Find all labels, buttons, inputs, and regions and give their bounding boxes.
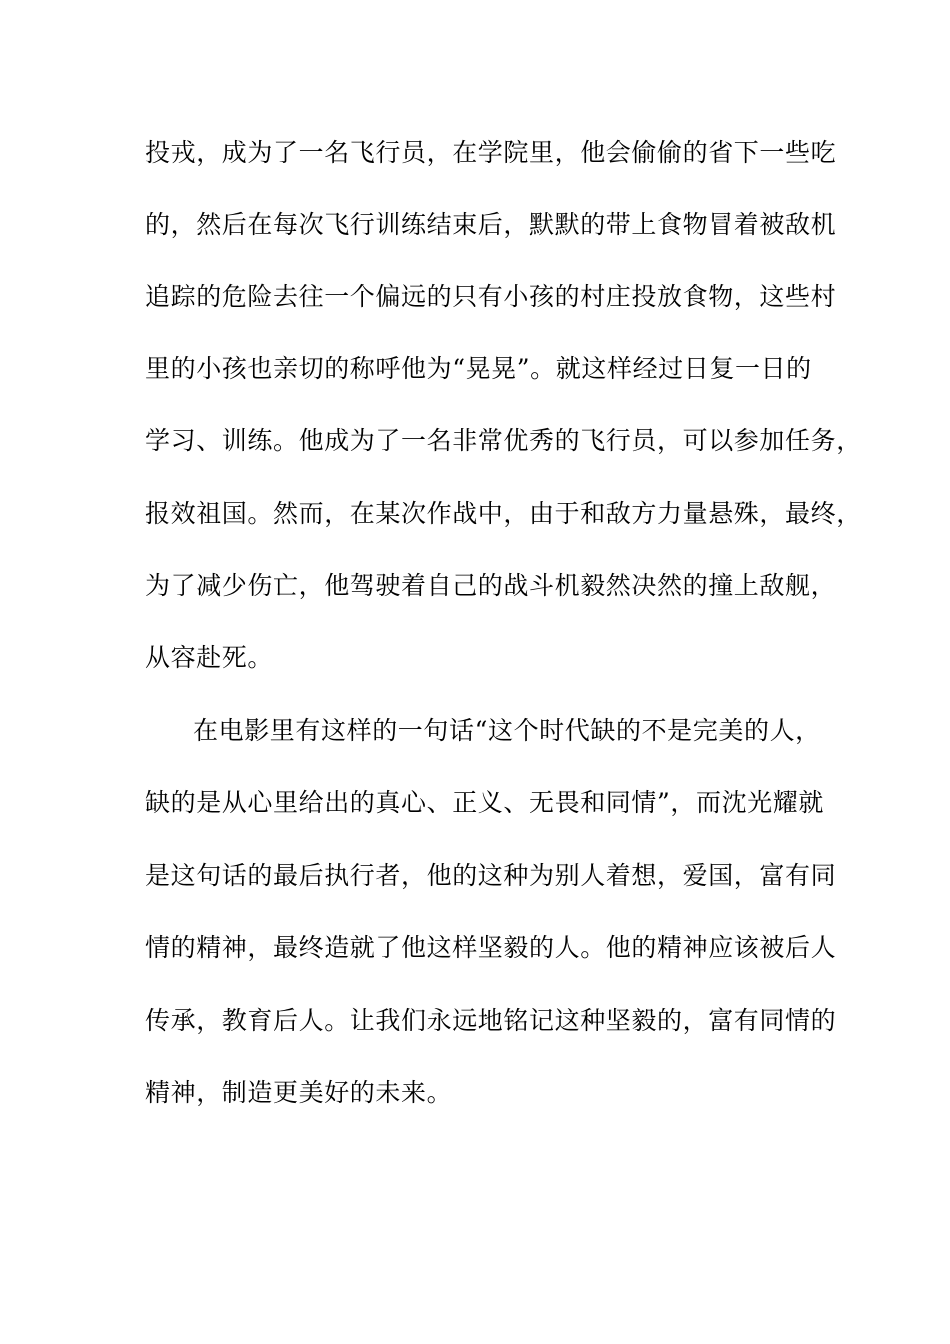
paragraph-1-line: 的，然后在每次飞行训练结束后，默默的带上食物冒着被敌机 (145, 210, 837, 239)
paragraph-1-line: 投戎，成为了一名飞行员，在学院里，他会偷偷的省下一些吃 (145, 138, 837, 167)
paragraph-2-line: 精神，制造更美好的未来。 (145, 1078, 453, 1107)
paragraph-2-line: 在电影里有这样的一句话“这个时代缺的不是完美的人， (193, 716, 821, 745)
paragraph-1-line: 从容赴死。 (145, 643, 274, 672)
paragraph-2-line: 传承，教育后人。让我们永远地铭记这种坚毅的，富有同情的 (145, 1006, 837, 1035)
paragraph-2-line: 情的精神，最终造就了他这样坚毅的人。他的精神应该被后人 (145, 933, 837, 962)
paragraph-1-line: 学习、训练。他成为了一名非常优秀的飞行员，可以参加任务， (145, 426, 862, 455)
paragraph-1-line: 追踪的危险去往一个偏远的只有小孩的村庄投放食物，这些村 (145, 282, 837, 311)
paragraph-2-line: 缺的是从心里给出的真心、正义、无畏和同情”，而沈光耀就 (145, 788, 824, 817)
paragraph-1-line: 为了减少伤亡，他驾驶着自己的战斗机毅然决然的撞上敌舰， (145, 571, 837, 600)
paragraph-2-line: 是这句话的最后执行者，他的这种为别人着想，爱国，富有同 (145, 861, 837, 890)
paragraph-1-line: 报效祖国。然而，在某次作战中，由于和敌方力量悬殊，最终， (145, 499, 862, 528)
paragraph-1-line: 里的小孩也亲切的称呼他为“晃晃”。就这样经过日复一日的 (145, 354, 812, 383)
